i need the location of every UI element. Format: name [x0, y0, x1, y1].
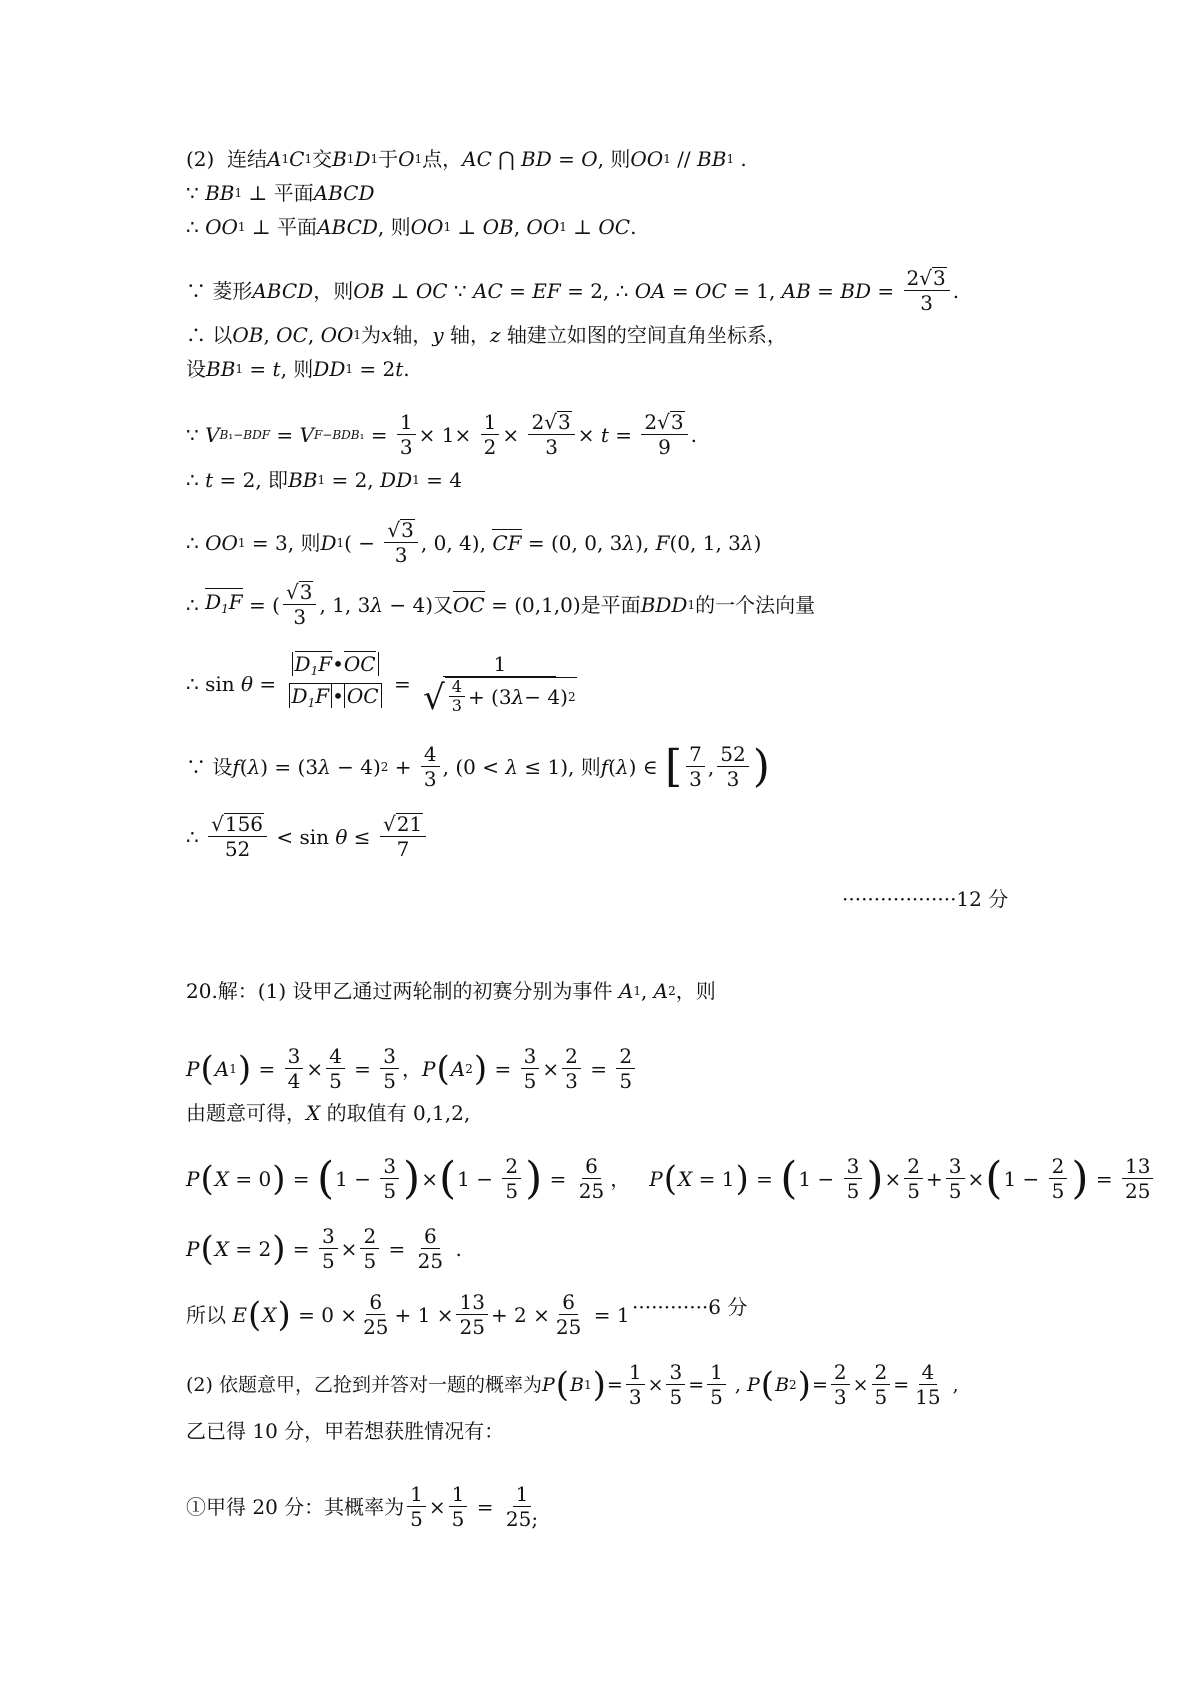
line-d1f: ∴ $D_1F$ = ( √ 3 3 , 1, 3 λ − 4)又 OC = (0,1,0)是平面 BDD 1 的一个法向量 [186, 580, 816, 629]
line-set-t: 设 BB 1 = t , 则 DD 1 = 2 t . [186, 357, 410, 381]
q20-yi10: 乙已得 10 分，甲若想获胜情况有： [186, 1419, 505, 1443]
line-range: ∴ √ 156 52 < sin θ ≤ √ 21 7 [186, 812, 429, 861]
line-f-lambda: ∵ 设 f ( λ ) = (3 λ − 4) 2 + $\frac{4}{3}$ , (0 < λ ≤ 1), 则 f ( λ ) ∈ [ $\frac{7}{3}$ , $\frac{52}{3}$ ) [186, 740, 770, 792]
q20-case1: ①甲得 20 分：其概率为 $\frac{1}{5}$ × $\frac{1}{5}$ = $\frac{1}{25;}$ [186, 1482, 539, 1531]
q20-intro: 20.解：(1) 设甲乙通过两轮制的初赛分别为事件 A 1 , A 2 ，则 [186, 979, 716, 1003]
line-volume: ∵ V B₁−BDF = V F−BDB₁ = $\frac{1}{3}$ × 1× $\frac{1}{2}$ × 2 √ 3 3 × t = 2 √ 3 9 . [186, 410, 697, 459]
line-oo1-perp: ∴ OO 1 ⊥ 平面 ABCD , 则 OO 1 ⊥ OB , OO 1 ⊥ OC . [186, 215, 637, 239]
q20-ex: 所以 E ( X ) = 0 × $\frac{6}{25}$ + 1 × $\frac{13}{25}$ + 2 × $\frac{6}{25}$ = 1 [186, 1290, 630, 1339]
q20-pa: P ( A 1 ) = $\frac{3}{4}$ × $\frac{4}{5}$ = $\frac{3}{5}$ ， P ( A 2 ) = $\frac{3}{5}$ × $\frac{2}{3}$ = $\frac{2}{5}$ [186, 1044, 638, 1093]
q20-px2: P ( X = 2 ) = $\frac{3}{5}$ × $\frac{2}{5}$ = $\frac{6}{25}$ . [186, 1224, 462, 1273]
score-marker-12: ··················12 分 [842, 887, 1009, 911]
line-axes: ∴ 以 OB , OC , OO 1 为 x 轴， y 轴， z 轴建立如图的空间直角坐标系， [186, 323, 787, 347]
score-marker-6: ············6 分 [632, 1295, 748, 1319]
line-bb1-perp: ∵ BB 1 ⊥ 平面 ABCD [186, 181, 375, 205]
line-t2: ∴ t = 2, 即 BB 1 = 2, DD 1 = 4 [186, 468, 462, 492]
line-sin-theta: ∴ sin θ = $\frac{D_1F•OC}{D_1F • OC}$ = 1 √ $\frac{4}{3}$ + (3 λ − 4) 2 [186, 652, 576, 718]
line-oo1-3: ∴ OO 1 = 3, 则 D 1 ( − √ 3 3 , 0, 4), CF = (0, 0, 3 λ ), F (0, 1, 3 λ ) [186, 518, 762, 567]
q20-px01: P ( X = 0 ) = ( 1 − $\frac{3}{5}$ ) × ( 1 − $\frac{2}{5}$ ) = $\frac{6}{25}$ ， P ( X = 1 ) = ( 1 − $\frac{3}{5}$ ) × $\frac{2}{5}$ + $\frac{3}{5}$ × ( 1 − $\frac{2}{5}$ ) = $\frac{13}{25}$ [186, 1154, 1156, 1203]
q20-part2: (2) 依题意甲，乙抢到并答对一题的概率为 P ( B 1 ) = $\frac{1}{3}$ × $\frac{3}{5}$ = $\frac{1}{5}$ , P ( B 2 ) = $\frac{2}{3}$ × $\frac{2}{5}$ = $\frac{4}{15}$ , [186, 1360, 959, 1409]
line-rhombus: ∵ 菱形 ABCD ，则 OB ⊥ OC ∵ AC = EF = 2, ∴ OA = OC = 1, AB = BD = 2 √ 3 3 . [186, 266, 960, 315]
fraction-2sqrt3-over-3: 2 √ 3 3 [904, 266, 950, 315]
q20-values: 由题意可得， X 的取值有 0,1,2, [186, 1101, 471, 1125]
part2-heading: (2) 连结 A 1 C 1 交 B 1 D 1 于 O 1 点， AC ⋂ BD = O , 则 OO 1 // BB 1 . [186, 147, 747, 171]
